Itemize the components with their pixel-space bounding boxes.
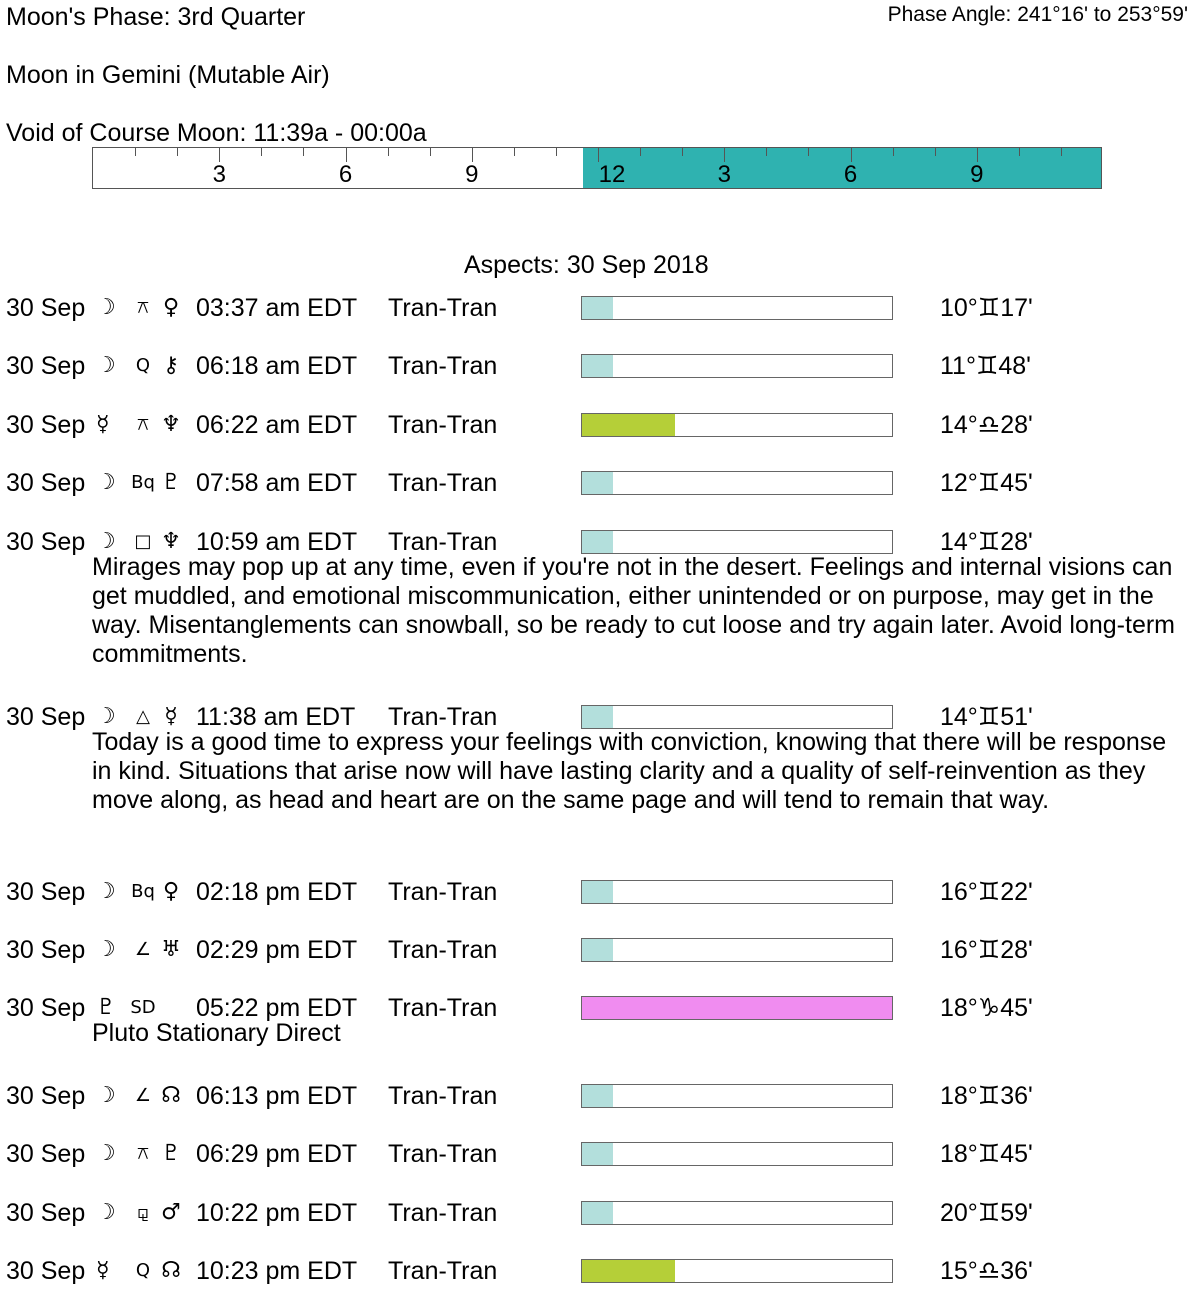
aspect-strength-fill [582, 1085, 613, 1107]
planet-glyph-icon: ☽ [96, 528, 116, 554]
timeline-tick [177, 148, 178, 156]
moon-phase-label: Moon's Phase: 3rd Quarter [6, 3, 306, 31]
aspect-type: Tran-Tran [388, 877, 498, 906]
aspect-strength-bar [581, 880, 893, 904]
aspect-strength-bar [581, 705, 893, 729]
aspect-glyph-icon: ∠ [134, 1085, 152, 1106]
planet-glyph-icon: ☽ [96, 703, 116, 729]
aspect-type: Tran-Tran [388, 352, 498, 381]
planet-glyph-icon: ☿ [164, 703, 178, 729]
aspect-type: Tran-Tran [388, 410, 498, 439]
aspect-description: Mirages may pop up at any time, even if you're not in the desert. Feelings and internal visions can get muddled, and emotional miscommunication, either unintended or on purpose, may get in the way. Misentanglements can snowball, so be ready to cut loose and try again later. Avoid long-term commitments. [92, 552, 1176, 668]
aspect-date: 30 Sep [6, 294, 86, 322]
aspect-position: 18°♊36' [940, 1082, 1033, 1110]
timeline-hour-label: 6 [338, 161, 353, 188]
timeline-tick [893, 148, 894, 156]
aspect-date: 30 Sep [6, 994, 86, 1023]
void-of-course-fill [583, 148, 1101, 188]
planet-glyph-icon: ☿ [96, 411, 110, 437]
aspect-strength-bar [581, 1142, 893, 1166]
aspect-type: Tran-Tran [388, 1140, 498, 1169]
aspect-glyph-icon: △ [136, 705, 150, 727]
timeline-hour-label: 6 [843, 161, 858, 188]
aspect-glyph-icon: Bq [131, 472, 155, 494]
aspect-strength-bar [581, 296, 893, 320]
aspect-time: 06:13 pm EDT [196, 1082, 358, 1110]
timeline-tick [261, 148, 262, 156]
planet-glyph-icon: ☽ [96, 295, 116, 320]
aspects-heading: Aspects: 30 Sep 2018 [464, 251, 709, 279]
aspect-date: 30 Sep [6, 1082, 86, 1110]
aspect-position: 18°♑45' [940, 994, 1033, 1023]
aspect-strength-bar [581, 1201, 893, 1225]
aspect-strength-bar [581, 996, 893, 1020]
void-of-course-timeline [92, 147, 1102, 189]
aspect-glyph-icon: ⚻ [137, 297, 149, 318]
aspect-time: 06:29 pm EDT [196, 1140, 358, 1169]
aspect-position: 10°♊17' [940, 294, 1033, 322]
aspect-row [0, 350, 1200, 382]
aspect-time: 10:22 pm EDT [196, 1198, 358, 1227]
planet-glyph-icon: ♇ [96, 995, 116, 1021]
timeline-tick [682, 148, 683, 156]
aspect-row [0, 467, 1200, 499]
aspect-strength-fill [582, 1202, 613, 1224]
aspect-strength-fill [582, 531, 613, 553]
aspect-position: 18°♊45' [940, 1140, 1033, 1169]
planet-glyph-icon: ⚷ [162, 353, 180, 379]
aspect-time: 07:58 am EDT [196, 469, 358, 498]
planet-glyph-icon: ☊ [161, 1083, 181, 1108]
aspect-time: 10:23 pm EDT [196, 1257, 358, 1286]
aspect-type: Tran-Tran [388, 527, 498, 556]
aspect-glyph-icon: Bq [131, 880, 155, 902]
timeline-tick [977, 148, 978, 162]
aspect-row [0, 1197, 1200, 1229]
aspect-time: 06:22 am EDT [196, 410, 358, 439]
aspect-strength-fill [582, 997, 892, 1019]
aspect-glyph-icon: □ [134, 530, 152, 552]
timeline-tick [808, 148, 809, 156]
planet-glyph-icon: ☽ [96, 1141, 116, 1167]
aspect-strength-bar [581, 413, 893, 437]
timeline-tick [219, 148, 220, 162]
aspect-position: 14°♊28' [940, 527, 1033, 556]
timeline-tick [724, 148, 725, 162]
aspect-strength-fill [582, 1260, 675, 1282]
planet-glyph-icon: ♇ [161, 470, 181, 496]
aspect-glyph-icon: ∠ [134, 939, 152, 960]
planet-glyph-icon: ♆ [161, 528, 181, 554]
aspect-position: 16°♊28' [940, 936, 1033, 964]
aspect-strength-bar [581, 1259, 893, 1283]
aspect-date: 30 Sep [6, 352, 86, 381]
planet-glyph-icon: ☽ [96, 937, 116, 962]
aspect-strength-fill [582, 414, 675, 436]
planet-glyph-icon: ♀ [162, 295, 180, 320]
planet-glyph-icon: ♅ [161, 937, 181, 962]
planet-glyph-icon: ♀ [162, 878, 180, 904]
planet-glyph-icon: ♇ [161, 1141, 181, 1167]
timeline-tick [346, 148, 347, 162]
aspect-row [0, 1080, 1200, 1112]
aspect-strength-bar [581, 530, 893, 554]
aspect-strength-fill [582, 881, 613, 903]
aspect-row [0, 409, 1200, 441]
aspect-type: Tran-Tran [388, 1082, 498, 1110]
aspect-date: 30 Sep [6, 702, 86, 731]
aspect-glyph-icon: SD [130, 997, 156, 1019]
aspect-position: 16°♊22' [940, 877, 1033, 906]
aspect-time: 11:38 am EDT [196, 702, 356, 731]
planet-glyph-icon: ☽ [96, 353, 116, 379]
timeline-tick [935, 148, 936, 156]
timeline-tick [303, 148, 304, 156]
aspect-strength-bar [581, 1084, 893, 1108]
aspect-row [0, 876, 1200, 908]
aspect-glyph-icon: Q [135, 355, 151, 377]
planet-glyph-icon: ☽ [96, 878, 116, 904]
timeline-hour-label: 3 [717, 161, 731, 188]
timeline-hour-label: 9 [465, 161, 479, 188]
planet-glyph-icon: ☽ [96, 1199, 116, 1225]
timeline-tick [514, 148, 515, 156]
timeline-tick [472, 148, 473, 162]
aspect-time: 05:22 pm EDT [196, 994, 358, 1023]
aspect-position: 11°♊48' [940, 352, 1031, 381]
aspect-position: 20°♊59' [940, 1198, 1033, 1227]
void-of-course-label: Void of Course Moon: 11:39a - 00:00a [6, 119, 427, 147]
timeline-tick [135, 148, 136, 156]
aspect-row [0, 292, 1200, 324]
aspect-glyph-icon: ⚻ [137, 413, 149, 435]
aspect-time: 03:37 am EDT [196, 294, 358, 322]
planet-glyph-icon: ♆ [161, 411, 181, 437]
aspect-strength-bar [581, 354, 893, 378]
aspect-strength-fill [582, 706, 613, 728]
aspect-position: 15°♎36' [940, 1257, 1033, 1286]
aspect-time: 10:59 am EDT [196, 527, 358, 556]
timeline-tick [851, 148, 852, 162]
timeline-tick [388, 148, 389, 156]
aspect-row [0, 1255, 1200, 1287]
timeline-tick [1019, 148, 1020, 156]
aspect-row [0, 1138, 1200, 1170]
timeline-tick [430, 148, 431, 156]
moon-sign-label: Moon in Gemini (Mutable Air) [6, 61, 330, 89]
aspect-strength-fill [582, 1143, 613, 1165]
aspect-glyph-icon: ⚻ [137, 1143, 149, 1165]
aspect-type: Tran-Tran [388, 1257, 498, 1286]
timeline-tick [1061, 148, 1062, 156]
timeline-hour-label: 9 [970, 161, 984, 188]
planet-glyph-icon: ☽ [96, 470, 116, 496]
aspect-date: 30 Sep [6, 877, 86, 906]
aspect-type: Tran-Tran [388, 994, 498, 1023]
aspect-position: 14°♎28' [940, 410, 1033, 439]
timeline-tick [556, 148, 557, 156]
timeline-tick [640, 148, 641, 156]
aspect-glyph-icon: ⚼ [136, 1201, 150, 1223]
aspect-type: Tran-Tran [388, 469, 498, 498]
aspect-position: 14°♊51' [940, 702, 1033, 731]
aspect-date: 30 Sep [6, 527, 86, 556]
aspect-type: Tran-Tran [388, 1198, 498, 1227]
aspect-type: Tran-Tran [388, 702, 498, 731]
timeline-tick [598, 148, 599, 162]
aspect-description: Pluto Stationary Direct [92, 1019, 341, 1048]
timeline-tick [766, 148, 767, 156]
phase-angle-label: Phase Angle: 241°16' to 253°59' [887, 3, 1188, 26]
aspect-strength-fill [582, 472, 613, 494]
aspect-row [0, 934, 1200, 966]
planet-glyph-icon: ☿ [96, 1258, 110, 1284]
aspect-date: 30 Sep [6, 469, 86, 498]
timeline-hour-label: 3 [212, 161, 226, 188]
aspect-time: 02:18 pm EDT [196, 877, 358, 906]
aspect-strength-bar [581, 938, 893, 962]
aspect-time: 06:18 am EDT [196, 352, 358, 381]
aspect-date: 30 Sep [6, 936, 86, 964]
aspect-date: 30 Sep [6, 1257, 86, 1286]
aspect-strength-fill [582, 297, 613, 319]
aspect-type: Tran-Tran [388, 294, 498, 322]
timeline-hour-label: 12 [598, 161, 626, 188]
aspect-strength-fill [582, 355, 613, 377]
aspect-strength-fill [582, 939, 613, 961]
aspect-strength-bar [581, 471, 893, 495]
aspect-time: 02:29 pm EDT [196, 936, 358, 964]
aspect-description: Today is a good time to express your feelings with conviction, knowing that there will be response in kind. Situations that arise now will have lasting clarity and a quality of self-reinvention as they move along, as head and heart are on the same page and will tend to remain that way. [92, 727, 1167, 814]
planet-glyph-icon: ♂ [161, 1199, 181, 1225]
aspect-date: 30 Sep [6, 1140, 86, 1169]
aspect-type: Tran-Tran [388, 936, 498, 964]
aspect-date: 30 Sep [6, 1198, 86, 1227]
planet-glyph-icon: ☽ [96, 1083, 116, 1108]
aspect-position: 12°♊45' [940, 469, 1033, 498]
aspect-date: 30 Sep [6, 410, 86, 439]
aspect-glyph-icon: Q [135, 1260, 151, 1282]
planet-glyph-icon: ☊ [161, 1258, 181, 1284]
